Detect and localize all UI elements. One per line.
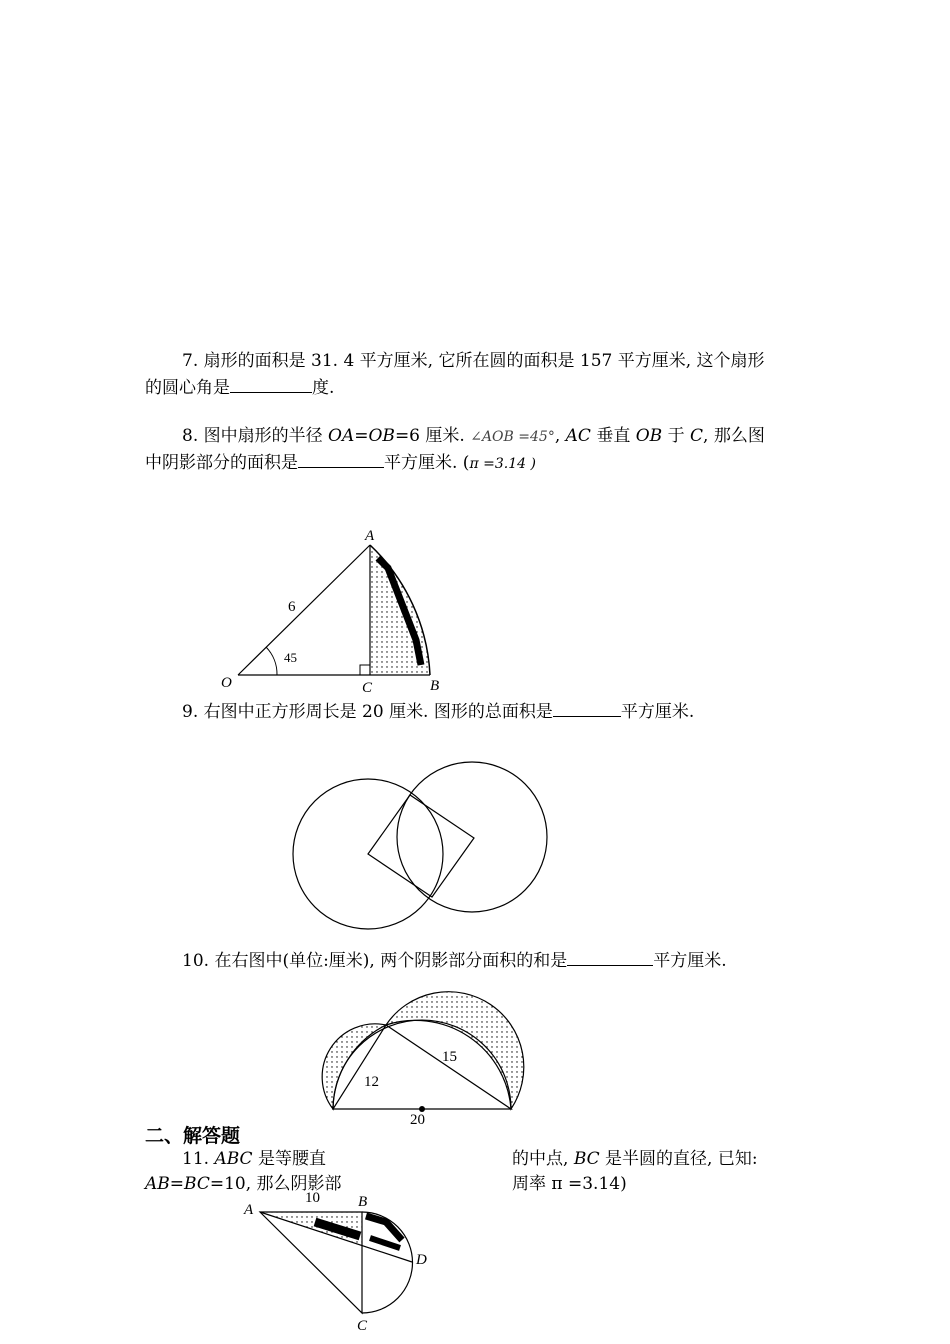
- q11-line1-part2: 的中点, BC 是半圆的直径, 已知:: [512, 1149, 758, 1169]
- q8-label-six: 6: [288, 599, 296, 615]
- q10-label-15: 15: [442, 1049, 457, 1065]
- q10-label-12: 12: [364, 1074, 379, 1090]
- q8-line1: 8. 图中扇形的半径 OA=OB=6 厘米. ∠AOB =45°, AC 垂直 OB 于 C, 那么图: [182, 426, 765, 446]
- q7-line1: 7. 扇形的面积是 31. 4 平方厘米, 它所在圆的面积是 157 平方厘米, 这个扇形: [182, 351, 765, 371]
- q11-line2-part1: AB=BC=10, 那么阴影部: [145, 1174, 342, 1194]
- q11-label-b: B: [358, 1194, 368, 1210]
- q8-line2: 中阴影部分的面积是 平方厘米. (π =3.14 ): [145, 453, 536, 473]
- q8-label-o: O: [221, 675, 232, 691]
- q10-label-20: 20: [410, 1112, 425, 1128]
- q9-line: 9. 右图中正方形周长是 20 厘米. 图形的总面积是 平方厘米.: [182, 702, 695, 722]
- q11-line1-part1: 11. ABC 是等腰直: [182, 1149, 326, 1169]
- section-heading: 二、解答题: [145, 1125, 241, 1147]
- q10-line: 10. 在右图中(单位:厘米), 两个阴影部分面积的和是 平方厘米.: [182, 951, 727, 971]
- q8-label-c: C: [362, 680, 373, 696]
- q7-line2: 的圆心角是 度.: [145, 378, 335, 398]
- q11-label-ten: 10: [305, 1190, 320, 1206]
- q8-label-angle: 45: [284, 650, 297, 665]
- q11-thick-mark-2: [370, 1238, 400, 1248]
- q8-label-a: A: [365, 528, 375, 544]
- q11-line2-part2: 周率 π =3.14): [512, 1174, 627, 1194]
- q8-label-b: B: [430, 678, 440, 694]
- q11-label-c: C: [357, 1318, 368, 1334]
- q11-label-a: A: [244, 1202, 254, 1218]
- q11-label-d: D: [416, 1252, 427, 1268]
